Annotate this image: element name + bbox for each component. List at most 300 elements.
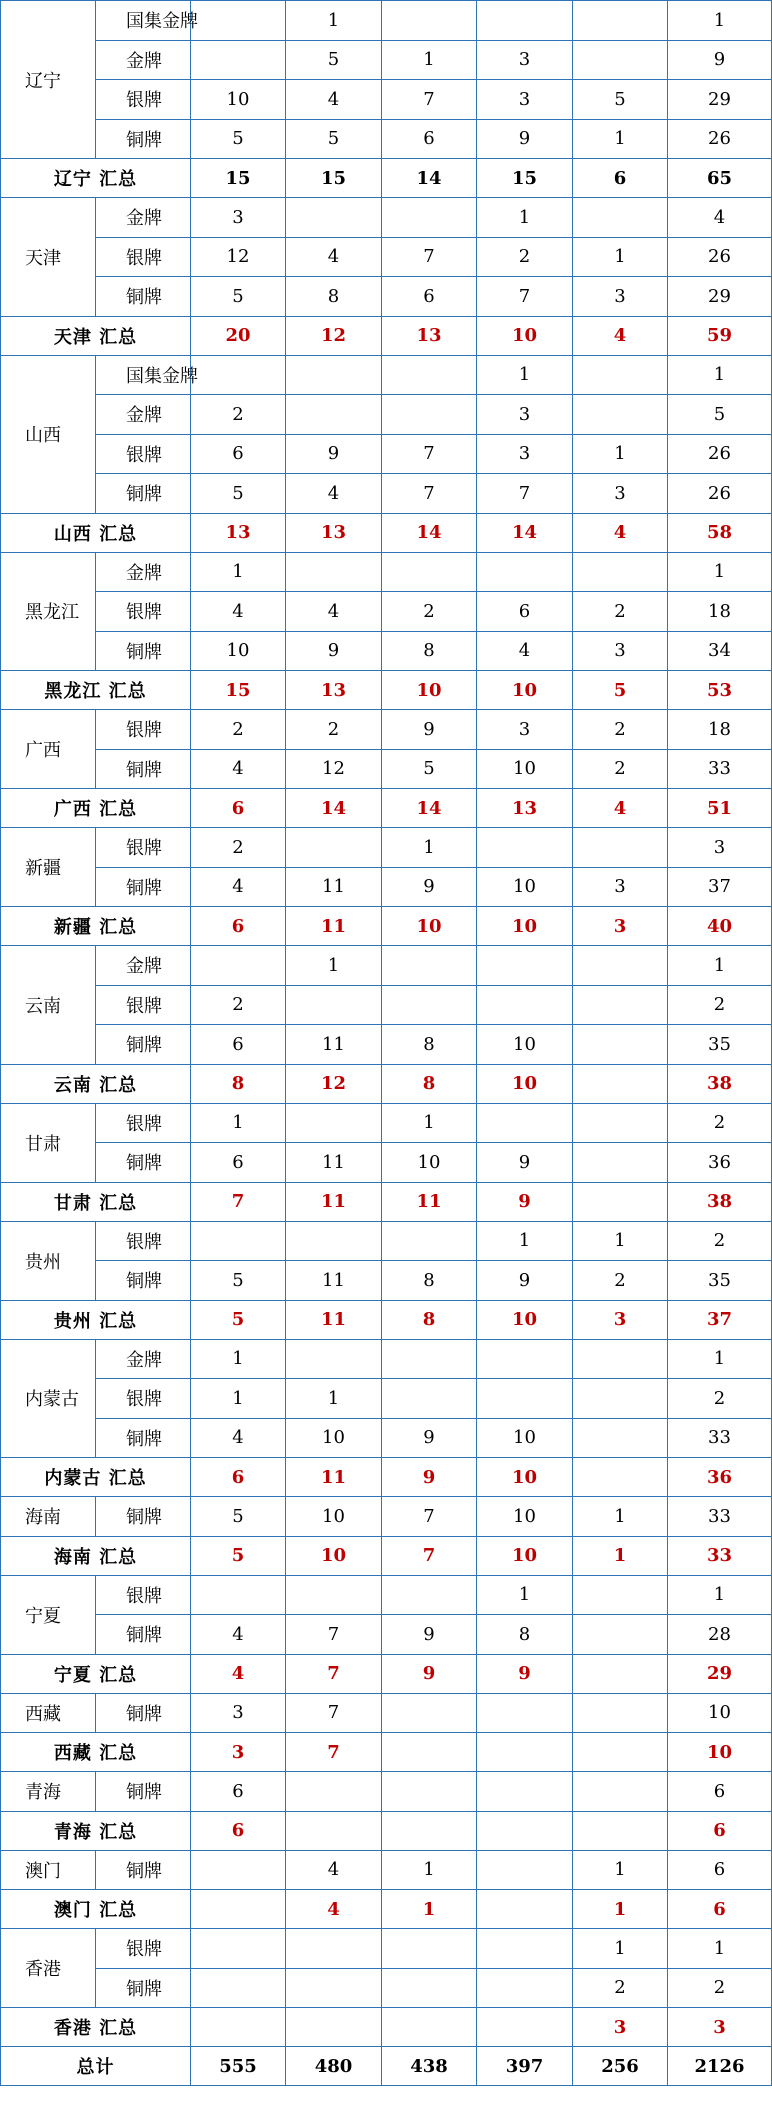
table-body (1, 1, 772, 2086)
count-cell (382, 1693, 477, 1733)
medal-type-cell: 铜牌 (96, 749, 191, 789)
count-cell (477, 1772, 573, 1812)
count-cell: 5 (286, 40, 382, 80)
count-cell: 10 (477, 867, 573, 907)
count-cell (382, 355, 477, 395)
count-cell: 12 (286, 316, 382, 355)
count-cell (477, 1733, 573, 1772)
count-cell: 7 (382, 80, 477, 120)
count-cell: 10 (382, 907, 477, 946)
count-cell (191, 40, 286, 80)
count-cell: 2 (573, 1261, 668, 1301)
count-cell: 11 (382, 1182, 477, 1221)
count-cell: 4 (286, 1850, 382, 1890)
summary-label-cell: 宁夏 汇总 (1, 1654, 191, 1693)
count-cell: 10 (286, 1418, 382, 1458)
row-total-cell: 9 (668, 40, 772, 80)
province-name-cell: 西藏 (1, 1693, 96, 1733)
count-cell: 8 (191, 1064, 286, 1103)
count-cell (382, 1221, 477, 1261)
count-cell (573, 1654, 668, 1693)
row-total-cell: 34 (668, 631, 772, 671)
count-cell (477, 1890, 573, 1929)
row-total-cell: 1 (668, 355, 772, 395)
medal-row (1, 985, 772, 1025)
row-total-cell: 58 (668, 513, 772, 552)
count-cell: 13 (286, 513, 382, 552)
row-total-cell: 53 (668, 671, 772, 710)
count-cell (286, 1103, 382, 1143)
count-cell (382, 1339, 477, 1379)
count-cell (191, 1850, 286, 1890)
count-cell: 12 (191, 237, 286, 277)
count-cell: 3 (477, 40, 573, 80)
row-total-cell: 33 (668, 749, 772, 789)
count-cell: 11 (286, 1143, 382, 1183)
count-cell (477, 1929, 573, 1969)
count-cell: 10 (477, 907, 573, 946)
count-cell (382, 1, 477, 41)
summary-label-cell: 西藏 汇总 (1, 1733, 191, 1772)
province-summary-row (1, 2008, 772, 2047)
medal-type-cell: 银牌 (96, 1575, 191, 1615)
province-name-cell: 甘肃 (1, 1103, 96, 1182)
medal-type-cell: 银牌 (96, 828, 191, 868)
count-cell: 9 (286, 434, 382, 474)
count-cell: 1 (573, 1497, 668, 1537)
count-cell (573, 946, 668, 986)
row-total-cell: 2 (668, 985, 772, 1025)
count-cell (382, 1733, 477, 1772)
count-cell: 8 (382, 1261, 477, 1301)
count-cell: 1 (573, 1536, 668, 1575)
count-cell: 14 (286, 789, 382, 828)
row-total-cell: 1 (668, 1929, 772, 1969)
summary-label-cell: 甘肃 汇总 (1, 1182, 191, 1221)
count-cell (286, 1772, 382, 1812)
count-cell: 1 (191, 1103, 286, 1143)
row-total-cell: 3 (668, 2008, 772, 2047)
count-cell: 9 (477, 1143, 573, 1183)
count-cell: 2 (191, 395, 286, 435)
count-cell: 6 (191, 1458, 286, 1497)
count-cell: 9 (477, 1261, 573, 1301)
count-cell: 3 (477, 434, 573, 474)
medal-type-cell: 铜牌 (96, 1772, 191, 1812)
count-cell: 6 (191, 789, 286, 828)
count-cell (573, 395, 668, 435)
province-summary-row (1, 1300, 772, 1339)
province-summary-row (1, 1536, 772, 1575)
medal-type-cell: 银牌 (96, 985, 191, 1025)
medal-row (1, 749, 772, 789)
medal-row (1, 1850, 772, 1890)
medal-type-cell: 铜牌 (96, 1693, 191, 1733)
count-cell (477, 828, 573, 868)
count-cell (191, 1968, 286, 2008)
row-total-cell: 38 (668, 1182, 772, 1221)
count-cell: 10 (191, 80, 286, 120)
summary-label-cell: 广西 汇总 (1, 789, 191, 828)
count-cell: 4 (191, 1418, 286, 1458)
count-cell (477, 1968, 573, 2008)
row-total-cell: 36 (668, 1143, 772, 1183)
count-cell: 5 (573, 80, 668, 120)
count-cell (286, 1575, 382, 1615)
count-cell: 5 (191, 1536, 286, 1575)
medal-row (1, 474, 772, 514)
medal-type-cell: 银牌 (96, 1103, 191, 1143)
count-cell: 6 (191, 1772, 286, 1812)
province-summary-row (1, 671, 772, 710)
count-cell: 2 (191, 985, 286, 1025)
count-cell: 10 (477, 1536, 573, 1575)
count-cell (573, 1693, 668, 1733)
count-cell: 1 (477, 198, 573, 238)
medal-type-cell: 银牌 (96, 434, 191, 474)
count-cell (382, 1379, 477, 1419)
count-cell (191, 1929, 286, 1969)
count-cell (477, 1693, 573, 1733)
province-name-cell: 贵州 (1, 1221, 96, 1300)
count-cell (382, 1968, 477, 2008)
count-cell (573, 828, 668, 868)
summary-label-cell: 香港 汇总 (1, 2008, 191, 2047)
row-total-cell: 40 (668, 907, 772, 946)
count-cell (573, 1143, 668, 1183)
row-total-cell: 1 (668, 946, 772, 986)
count-cell: 12 (286, 749, 382, 789)
count-cell: 5 (573, 671, 668, 710)
medal-type-cell: 金牌 (96, 1339, 191, 1379)
medal-type-cell: 铜牌 (96, 1615, 191, 1655)
count-cell: 1 (573, 1890, 668, 1929)
row-total-cell: 33 (668, 1418, 772, 1458)
count-cell (477, 552, 573, 592)
count-cell (477, 2008, 573, 2047)
province-name-cell: 天津 (1, 198, 96, 317)
count-cell: 7 (382, 1536, 477, 1575)
count-cell: 7 (382, 474, 477, 514)
count-cell: 3 (477, 395, 573, 435)
count-cell (286, 1339, 382, 1379)
count-cell: 3 (477, 710, 573, 750)
count-cell: 1 (573, 1221, 668, 1261)
grand-total-row (1, 2047, 772, 2086)
medal-row (1, 80, 772, 120)
row-total-cell: 2 (668, 1221, 772, 1261)
count-cell: 1 (191, 1379, 286, 1419)
count-cell: 1 (573, 1850, 668, 1890)
count-cell: 9 (382, 1654, 477, 1693)
count-cell: 2 (477, 237, 573, 277)
row-total-cell: 37 (668, 1300, 772, 1339)
count-cell: 3 (191, 1733, 286, 1772)
count-cell (286, 1221, 382, 1261)
row-total-cell: 1 (668, 1, 772, 41)
count-cell (477, 1379, 573, 1419)
count-cell: 10 (382, 671, 477, 710)
count-cell: 4 (191, 592, 286, 632)
medal-row (1, 710, 772, 750)
medal-type-cell: 银牌 (96, 1221, 191, 1261)
count-cell (477, 1103, 573, 1143)
medal-row (1, 1497, 772, 1537)
summary-label-cell: 山西 汇总 (1, 513, 191, 552)
count-cell (573, 40, 668, 80)
count-cell (286, 198, 382, 238)
count-cell: 7 (382, 434, 477, 474)
count-cell: 4 (286, 474, 382, 514)
medal-row (1, 237, 772, 277)
count-cell (573, 355, 668, 395)
row-total-cell: 35 (668, 1261, 772, 1301)
count-cell (191, 1221, 286, 1261)
count-cell: 10 (477, 671, 573, 710)
province-summary-row (1, 316, 772, 355)
province-name-cell: 云南 (1, 946, 96, 1065)
count-cell (382, 552, 477, 592)
province-name-cell: 新疆 (1, 828, 96, 907)
count-cell: 1 (382, 1103, 477, 1143)
count-cell: 3 (573, 867, 668, 907)
summary-label-cell: 贵州 汇总 (1, 1300, 191, 1339)
medal-row (1, 277, 772, 317)
count-cell: 4 (286, 592, 382, 632)
row-total-cell: 6 (668, 1772, 772, 1812)
row-total-cell: 6 (668, 1890, 772, 1929)
medal-type-cell: 银牌 (96, 592, 191, 632)
row-total-cell: 26 (668, 474, 772, 514)
medal-row (1, 40, 772, 80)
count-cell: 6 (191, 907, 286, 946)
count-cell: 3 (573, 474, 668, 514)
medal-type-cell: 金牌 (96, 946, 191, 986)
medal-row (1, 198, 772, 238)
count-cell: 11 (286, 1261, 382, 1301)
province-summary-row (1, 513, 772, 552)
count-cell: 4 (573, 513, 668, 552)
province-name-cell: 内蒙古 (1, 1339, 96, 1458)
count-cell (191, 1890, 286, 1929)
grand-total-label: 总计 (1, 2047, 191, 2086)
medal-type-cell: 铜牌 (96, 1261, 191, 1301)
count-cell (573, 1772, 668, 1812)
count-cell: 11 (286, 1458, 382, 1497)
province-name-cell: 海南 (1, 1497, 96, 1537)
medal-row (1, 1693, 772, 1733)
count-cell (286, 395, 382, 435)
medal-type-cell: 国集金牌 (96, 355, 191, 395)
count-cell: 5 (191, 1300, 286, 1339)
count-cell: 6 (191, 1143, 286, 1183)
count-cell (573, 1025, 668, 1065)
province-name-cell: 黑龙江 (1, 552, 96, 671)
count-cell: 5 (191, 119, 286, 159)
province-name-cell: 宁夏 (1, 1575, 96, 1654)
row-total-cell: 51 (668, 789, 772, 828)
summary-label-cell: 青海 汇总 (1, 1811, 191, 1850)
count-cell (573, 552, 668, 592)
count-cell (573, 1575, 668, 1615)
count-cell: 7 (286, 1654, 382, 1693)
count-cell (191, 2008, 286, 2047)
count-cell: 9 (477, 119, 573, 159)
row-total-cell: 6 (668, 1811, 772, 1850)
count-cell: 1 (286, 1379, 382, 1419)
row-total-cell: 37 (668, 867, 772, 907)
province-name-cell: 青海 (1, 1772, 96, 1812)
medal-type-cell: 银牌 (96, 1929, 191, 1969)
count-cell: 4 (286, 80, 382, 120)
medal-row (1, 552, 772, 592)
medal-row (1, 867, 772, 907)
medal-row (1, 434, 772, 474)
row-total-cell: 29 (668, 277, 772, 317)
count-cell: 1 (286, 1, 382, 41)
province-summary-row (1, 159, 772, 198)
count-cell (573, 198, 668, 238)
medal-type-cell: 金牌 (96, 40, 191, 80)
count-cell: 3 (573, 907, 668, 946)
count-cell (382, 1772, 477, 1812)
medal-row (1, 592, 772, 632)
medal-type-cell: 银牌 (96, 237, 191, 277)
count-cell: 9 (382, 1615, 477, 1655)
count-cell (286, 1968, 382, 2008)
row-total-cell: 28 (668, 1615, 772, 1655)
count-cell: 4 (573, 789, 668, 828)
summary-label-cell: 新疆 汇总 (1, 907, 191, 946)
count-cell: 1 (573, 237, 668, 277)
count-cell: 12 (286, 1064, 382, 1103)
count-cell: 6 (191, 434, 286, 474)
count-cell: 8 (477, 1615, 573, 1655)
count-cell: 20 (191, 316, 286, 355)
count-cell: 10 (477, 749, 573, 789)
count-cell: 11 (286, 907, 382, 946)
count-cell: 10 (477, 1418, 573, 1458)
summary-label-cell: 辽宁 汇总 (1, 159, 191, 198)
summary-label-cell: 内蒙古 汇总 (1, 1458, 191, 1497)
row-total-cell: 6 (668, 1850, 772, 1890)
count-cell: 10 (477, 1300, 573, 1339)
medal-type-cell: 铜牌 (96, 1497, 191, 1537)
medal-type-cell: 铜牌 (96, 119, 191, 159)
row-total-cell: 59 (668, 316, 772, 355)
province-summary-row (1, 1654, 772, 1693)
medal-row (1, 355, 772, 395)
province-name-cell: 辽宁 (1, 1, 96, 159)
count-cell (573, 1733, 668, 1772)
count-cell: 7 (477, 474, 573, 514)
medal-type-cell: 银牌 (96, 80, 191, 120)
count-cell: 1 (573, 119, 668, 159)
province-name-cell: 香港 (1, 1929, 96, 2008)
count-cell: 8 (286, 277, 382, 317)
row-total-cell: 2126 (668, 2047, 772, 2086)
count-cell (286, 1929, 382, 1969)
count-cell (382, 1811, 477, 1850)
count-cell (573, 1064, 668, 1103)
count-cell (191, 946, 286, 986)
count-cell: 3 (191, 198, 286, 238)
count-cell: 2 (573, 592, 668, 632)
count-cell: 10 (477, 1064, 573, 1103)
count-cell: 438 (382, 2047, 477, 2086)
count-cell (573, 985, 668, 1025)
province-name-cell: 山西 (1, 355, 96, 513)
count-cell: 5 (191, 1497, 286, 1537)
count-cell: 7 (286, 1733, 382, 1772)
count-cell: 2 (573, 749, 668, 789)
row-total-cell: 36 (668, 1458, 772, 1497)
count-cell: 555 (191, 2047, 286, 2086)
medal-row (1, 395, 772, 435)
count-cell: 5 (382, 749, 477, 789)
medal-row (1, 631, 772, 671)
row-total-cell: 35 (668, 1025, 772, 1065)
count-cell (477, 1, 573, 41)
count-cell: 6 (477, 592, 573, 632)
count-cell (477, 985, 573, 1025)
province-name-cell: 广西 (1, 710, 96, 789)
count-cell: 2 (573, 1968, 668, 2008)
count-cell: 10 (477, 1025, 573, 1065)
count-cell: 14 (382, 159, 477, 198)
count-cell: 4 (191, 1654, 286, 1693)
province-summary-row (1, 907, 772, 946)
count-cell (191, 355, 286, 395)
count-cell: 14 (382, 513, 477, 552)
count-cell (191, 1, 286, 41)
count-cell: 5 (286, 119, 382, 159)
count-cell (477, 1339, 573, 1379)
count-cell: 1 (382, 828, 477, 868)
count-cell: 11 (286, 867, 382, 907)
medal-type-cell: 铜牌 (96, 1968, 191, 2008)
count-cell: 10 (477, 1458, 573, 1497)
count-cell: 7 (286, 1615, 382, 1655)
count-cell: 15 (191, 671, 286, 710)
count-cell: 7 (382, 1497, 477, 1537)
count-cell: 6 (573, 159, 668, 198)
count-cell: 13 (382, 316, 477, 355)
count-cell: 5 (191, 474, 286, 514)
count-cell (382, 2008, 477, 2047)
count-cell (286, 985, 382, 1025)
province-name-cell: 澳门 (1, 1850, 96, 1890)
count-cell: 397 (477, 2047, 573, 2086)
row-total-cell: 26 (668, 119, 772, 159)
medal-type-cell: 银牌 (96, 710, 191, 750)
province-summary-row (1, 1182, 772, 1221)
medal-type-cell: 铜牌 (96, 1025, 191, 1065)
count-cell: 7 (477, 277, 573, 317)
count-cell: 1 (477, 355, 573, 395)
count-cell: 9 (382, 867, 477, 907)
medal-row (1, 119, 772, 159)
count-cell (382, 395, 477, 435)
medal-type-cell: 金牌 (96, 198, 191, 238)
count-cell (286, 828, 382, 868)
count-cell: 1 (382, 1890, 477, 1929)
count-cell: 5 (191, 1261, 286, 1301)
count-cell: 6 (191, 1811, 286, 1850)
count-cell (477, 1811, 573, 1850)
count-cell (382, 1929, 477, 1969)
count-cell (573, 1458, 668, 1497)
